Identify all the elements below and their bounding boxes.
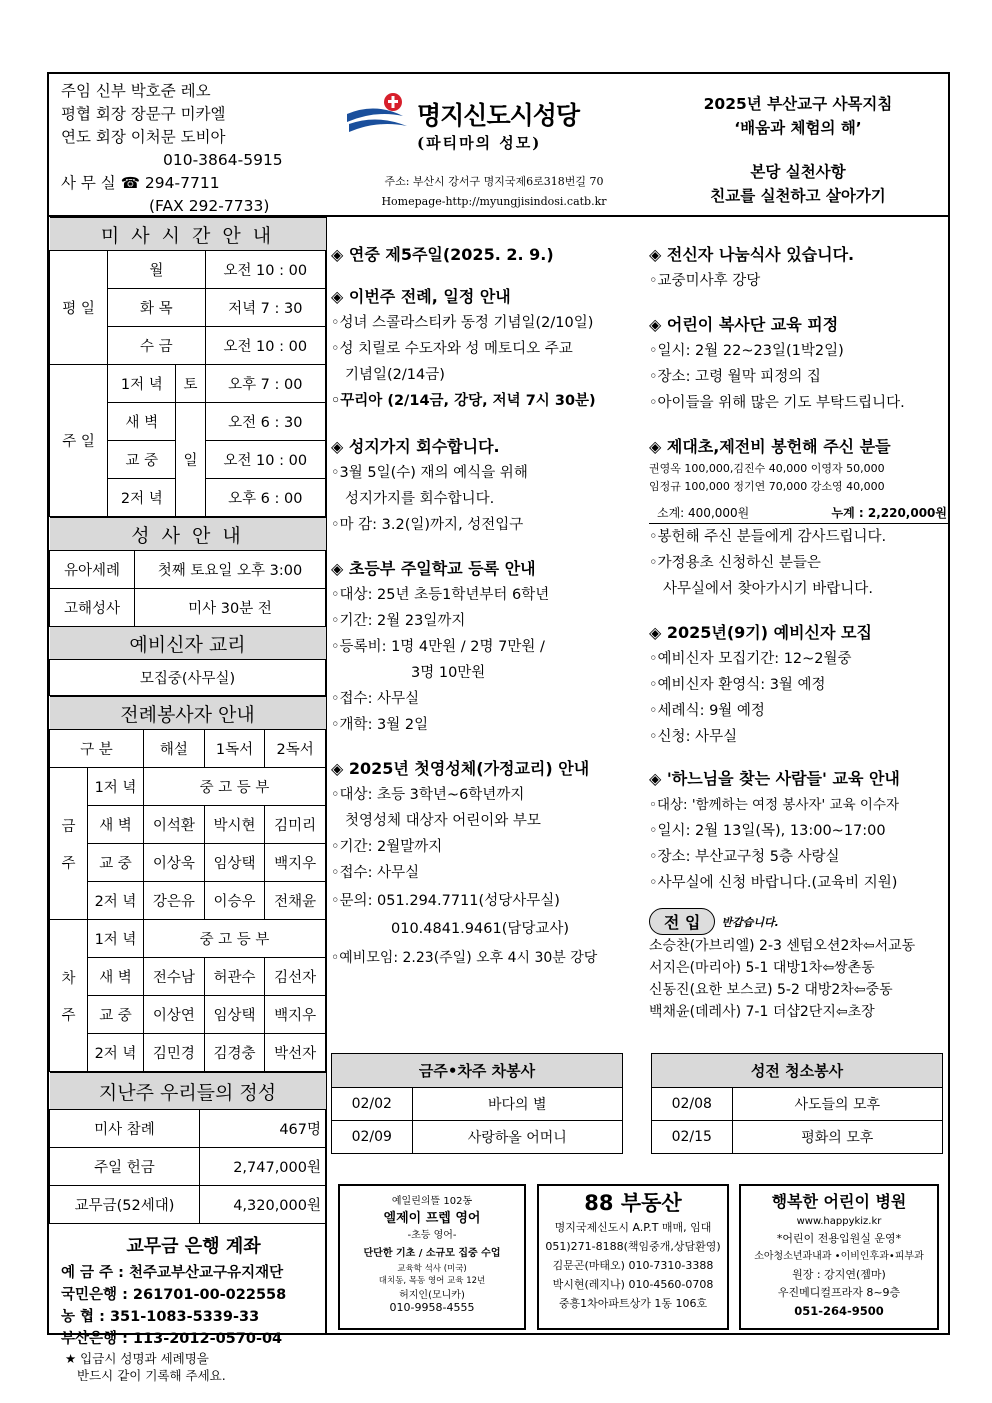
bulletin-frame <box>47 72 950 1383</box>
staff-info <box>61 80 283 218</box>
mass-title: 미 사 시 간 안 내 <box>50 218 326 251</box>
server-name: 임상택 <box>204 996 265 1034</box>
mass-day: 월 <box>108 251 205 289</box>
notice-line: ◦장소: 부산교구청 5층 사랑실 <box>649 849 840 865</box>
move-in-badge: 전 입 <box>649 908 715 935</box>
sacrament-table <box>49 517 326 696</box>
ad-line: 명지국제신도시 A.P.T 매매, 임대 <box>554 1221 712 1234</box>
mass-name: 교 중 <box>88 996 144 1034</box>
notice-line: 010.4841.9461(담당교사) <box>391 921 570 937</box>
donation-total: 누계 : 2,220,000원 <box>831 506 947 520</box>
notice-line: ◦개학: 3월 2일 <box>331 717 429 733</box>
sunday-school-title: ◈ 초등부 주일학교 등록 안내 <box>331 559 536 578</box>
notice-line: ◦성 치릴로 수도자와 성 메토디오 주교 <box>331 341 573 357</box>
ad-line: *어린이 전용입원실 운영* <box>776 1232 902 1245</box>
middle-column <box>331 224 643 974</box>
union-phone: 010-3864-5915 <box>163 151 283 169</box>
palm-title: ◈ 성지가지 회수합니다. <box>331 437 500 456</box>
church-emblem-icon <box>345 88 411 140</box>
col-header: 구 분 <box>50 730 144 768</box>
ad-line: 박시현(레지나) 010-4560-0708 <box>552 1278 714 1291</box>
mass-time: 오전 10 : 00 <box>205 441 325 479</box>
bank-note: 반드시 같이 기록해 주세요. <box>77 1368 226 1383</box>
ad-line: 88 부동산 <box>584 1191 682 1215</box>
service-date: 02/15 <box>652 1120 732 1153</box>
server-name: 백지우 <box>265 996 326 1034</box>
diocese-title: 2025년 부산교구 사목지침 <box>703 95 893 113</box>
service-date: 02/02 <box>332 1087 412 1120</box>
ad-real-estate <box>537 1184 729 1330</box>
move-in-item: 백채윤(데레사) 7-1 더샵2단지⇦초장 <box>649 1004 875 1020</box>
mass-name: 새 벽 <box>108 403 176 441</box>
offering-table <box>49 1072 326 1224</box>
mass-name: 1저 녁 <box>88 920 144 958</box>
mass-time: 오전 10 : 00 <box>205 327 325 365</box>
saturday-label: 토 <box>176 365 205 403</box>
mass-schedule-table <box>49 217 326 517</box>
mass-time: 오전 10 : 00 <box>205 251 325 289</box>
ad-line: www.happykiz.kr <box>796 1216 882 1227</box>
office-fax: (FAX 292-7733) <box>149 197 270 215</box>
mass-name: 1저 녁 <box>108 365 176 403</box>
notice-line: ◦문의: 051.294.7711(성당사무실) <box>331 893 560 909</box>
weekday-label: 평 일 <box>50 251 108 365</box>
notice-line: ◦성녀 스콜라스티카 동정 기념일(2/10일) <box>331 315 594 331</box>
communion-title: ◈ 2025년 첫영성체(가정교리) 안내 <box>331 759 590 778</box>
bank-account: 농 협 : 351-1083-5339-33 <box>61 1309 260 1325</box>
ad-line: 행복한 어린이 병원 <box>771 1192 907 1211</box>
service-group: 사도들의 모후 <box>732 1087 942 1120</box>
mass-day: 화 목 <box>108 289 205 327</box>
offering-label: 주일 헌금 <box>50 1148 200 1186</box>
server-name: 이석환 <box>144 806 205 844</box>
schedule-title: ◈ 이번주 전례, 일정 안내 <box>331 287 511 306</box>
catechumen-title: 예비신자 교리 <box>50 627 326 660</box>
move-in-item: 소승찬(가브리엘) 2-3 센텀오션2차⇦서교동 <box>649 938 916 954</box>
header <box>49 74 948 217</box>
practice-title: 본당 실천사항 <box>750 163 846 181</box>
address: 주소: 부산시 강서구 명지국제6로318번길 70 <box>384 175 604 188</box>
bank-account: 부산은행 : 113-2012-0570-04 <box>61 1331 283 1347</box>
catechumen-recruit-title: ◈ 2025년(9기) 예비신자 모집 <box>649 623 872 642</box>
server-name: 강은유 <box>144 882 205 920</box>
sunday-label: 주 일 <box>50 365 108 517</box>
altar-server-title: ◈ 어린이 복사단 교육 피정 <box>649 315 839 334</box>
notice-line: ◦접수: 사무실 <box>331 865 420 881</box>
council-president: 평협 회장 장문구 미카엘 <box>61 105 226 123</box>
notice-line: ◦기간: 2월 23일까지 <box>331 613 466 629</box>
bank-title: 교무금 은행 계좌 <box>126 1236 261 1257</box>
server-name: 전수남 <box>144 958 205 996</box>
office-phone: 사 무 실 ☎ 294-7711 <box>61 174 220 192</box>
ad-line: 010-9958-4555 <box>389 1301 475 1314</box>
server-name: 박선자 <box>265 1034 326 1072</box>
mass-name: 2저 녁 <box>88 1034 144 1072</box>
mass-name: 교 중 <box>88 844 144 882</box>
confession-label: 고해성사 <box>50 589 135 627</box>
move-in-item: 서지은(마리아) 5-1 대방1차⇦쌍촌동 <box>649 960 875 976</box>
ad-line: 051)271-8188(책임중개,상담환영) <box>545 1240 721 1253</box>
mass-name: 새 벽 <box>88 958 144 996</box>
cleaning-title: 성전 청소봉사 <box>652 1054 942 1087</box>
ad-line: 예일린의뜰 102동 <box>391 1196 473 1207</box>
notice-line: ◦사무실에 신청 바랍니다.(교육비 지원) <box>649 875 898 891</box>
pastoral-guideline <box>653 92 943 208</box>
notice-line: ◦가정용초 신청하신 분들은 <box>649 555 821 571</box>
church-logo <box>345 88 635 152</box>
notice-line: ◦예비모임: 2.23(주일) 오후 4시 30분 강당 <box>331 950 598 966</box>
notice-line: ◦기간: 2월말까지 <box>331 839 443 855</box>
notice-line: ◦꾸리아 (2/14금, 강당, 저녁 7시 30분) <box>331 393 596 409</box>
donation-title: ◈ 제대초,제전비 봉헌해 주신 분들 <box>649 437 891 456</box>
server-name: 김민경 <box>144 1034 205 1072</box>
notice-line: ◦대상: '함께하는 여정 봉사자' 교육 이수자 <box>649 797 900 813</box>
notice-line: ◦봉헌해 주신 분들에게 감사드립니다. <box>649 529 887 545</box>
notice-line: ◦대상: 초등 3학년~6학년까지 <box>331 787 525 803</box>
notice-line: 3명 10만원 <box>411 665 486 681</box>
service-group: 평화의 모후 <box>732 1120 942 1153</box>
ad-line: 대치동, 목동 영어 교육 12년 <box>378 1276 486 1286</box>
catechumen-text: 모집중(사무실) <box>50 660 326 696</box>
notice-line: ◦대상: 25년 초등1학년부터 6학년 <box>331 587 550 603</box>
server-name: 허관수 <box>204 958 265 996</box>
service-group: 사랑하올 어머니 <box>412 1120 622 1153</box>
server-name: 이승우 <box>204 882 265 920</box>
ad-line: -초등 영어- <box>407 1230 457 1241</box>
group-name: 중 고 등 부 <box>144 768 326 806</box>
notice-line: ◦교중미사후 강당 <box>649 273 761 289</box>
bank-note: ★ 입금시 성명과 세례명을 <box>65 1351 209 1366</box>
ad-line: 교육학 석사 (미국) <box>397 1264 467 1274</box>
offering-label: 교무금(52세대) <box>50 1186 200 1224</box>
mass-time: 오후 7 : 00 <box>205 365 325 403</box>
mass-name: 2저 녁 <box>108 479 176 517</box>
col-header: 해설 <box>144 730 205 768</box>
server-name: 박시현 <box>204 806 265 844</box>
notice-line: ◦일시: 2월 13일(목), 13:00~17:00 <box>649 823 886 839</box>
server-name: 전채윤 <box>265 882 326 920</box>
bank-account: 국민은행 : 261701-00-022558 <box>61 1287 287 1303</box>
baptism-label: 유아세례 <box>50 551 135 589</box>
server-name: 임상택 <box>204 844 265 882</box>
education-title: ◈ '하느님을 찾는 사람들' 교육 안내 <box>649 769 900 788</box>
server-name: 이상욱 <box>144 844 205 882</box>
cleaning-table <box>651 1053 943 1154</box>
ad-line: 엘제이 프렙 영어 <box>383 1211 481 1226</box>
ad-line: 허지인(모니카) <box>399 1290 465 1301</box>
offering-value: 467명 <box>200 1110 326 1148</box>
donor-list: 권영옥 100,000,김진수 40,000 이영자 50,000 <box>649 462 885 475</box>
offering-title: 지난주 우리들의 정성 <box>50 1073 326 1110</box>
service-date: 02/09 <box>332 1120 412 1153</box>
welcome-text: 반갑습니다. <box>721 915 779 929</box>
ad-children-hospital <box>739 1184 939 1330</box>
offering-label: 미사 참례 <box>50 1110 200 1148</box>
notice-line: ◦세례식: 9월 예정 <box>649 703 765 719</box>
notice-line: ◦접수: 사무실 <box>331 691 420 707</box>
server-name: 김미리 <box>265 806 326 844</box>
ad-line: 중흥1차아파트상가 1동 106호 <box>558 1297 708 1310</box>
col-header: 2독서 <box>265 730 326 768</box>
homepage-link[interactable]: Homepage-http://myungjisindosi.catb.kr <box>381 195 607 208</box>
sacrament-title: 성 사 안 내 <box>50 518 326 551</box>
liturgy-table <box>49 696 326 1072</box>
notice-line: ◦일시: 2월 22~23일(1박2일) <box>649 343 844 359</box>
server-name: 김선자 <box>265 958 326 996</box>
car-service-table <box>331 1053 623 1154</box>
confession-time: 미사 30분 전 <box>135 589 326 627</box>
mass-name: 2저 녁 <box>88 882 144 920</box>
meal-title: ◈ 전신자 나눔식사 있습니다. <box>649 245 855 264</box>
notice-line: ◦예비신자 환영식: 3월 예정 <box>649 677 826 693</box>
right-column <box>649 224 949 1023</box>
notice-line: 사무실에서 찾아가시기 바랍니다. <box>663 581 873 597</box>
donation-subtotal: 소계: 400,000원 <box>657 506 750 520</box>
offering-value: 4,320,000원 <box>200 1186 326 1224</box>
mass-name: 교 중 <box>108 441 176 479</box>
pastor: 주임 신부 박호준 레오 <box>61 82 211 100</box>
mass-time: 오후 6 : 00 <box>205 479 325 517</box>
notice-line: 기념일(2/14금) <box>345 367 445 383</box>
ad-line: 우진메디컬프라자 8~9층 <box>777 1286 901 1299</box>
notice-line: ◦예비신자 모집기간: 12~2월중 <box>649 651 852 667</box>
notice-line: ◦신청: 사무실 <box>649 729 738 745</box>
mass-name: 1저 녁 <box>88 768 144 806</box>
service-date: 02/08 <box>652 1087 732 1120</box>
ad-line: 단단한 기초 / 소규모 집중 수업 <box>363 1248 501 1259</box>
notice-line: ◦장소: 고령 월막 피정의 집 <box>649 369 821 385</box>
notice-line: ◦아이들을 위해 많은 기도 부탁드립니다. <box>649 395 905 411</box>
mass-time: 저녁 7 : 30 <box>205 289 325 327</box>
liturgy-title: 전례봉사자 안내 <box>50 697 326 730</box>
bank-info <box>49 1224 326 1384</box>
notice-line: 성지가지를 회수합니다. <box>345 491 495 507</box>
bank-account-holder: 예 금 주 : 천주교부산교구유지재단 <box>61 1265 284 1281</box>
ad-line: 소아청소년과내과 •이비인후과•피부과 <box>754 1251 924 1262</box>
car-service-title: 금주•차주 차봉사 <box>332 1054 622 1087</box>
move-in-item: 신동진(요한 보스코) 5-2 대방2차⇦중동 <box>649 982 893 998</box>
church-name: 명지신도시성당 <box>417 101 580 130</box>
server-name: 이상연 <box>144 996 205 1034</box>
notice-line: ◦3월 5일(수) 재의 예식을 위해 <box>331 465 528 481</box>
ad-line: 051-264-9500 <box>794 1304 884 1318</box>
notice-line: 첫영성체 대상자 어린이와 부모 <box>345 813 541 829</box>
mass-time: 오전 6 : 30 <box>205 403 325 441</box>
mass-name: 새 벽 <box>88 806 144 844</box>
donor-list: 임정규 100,000 정기연 70,000 강소영 40,000 <box>649 480 885 493</box>
group-name: 중 고 등 부 <box>144 920 326 958</box>
next-week-label: 차 주 <box>50 920 88 1072</box>
sunday-title: ◈ 연중 제5주일(2025. 2. 9.) <box>331 245 554 264</box>
notice-line: ◦등록비: 1명 4만원 / 2명 7만원 / <box>331 639 545 655</box>
left-column <box>49 217 326 1384</box>
diocese-motto: ‘배움과 체험의 해’ <box>734 119 862 137</box>
mass-day: 수 금 <box>108 327 205 365</box>
practice-motto: 친교를 실천하고 살아가기 <box>710 187 886 205</box>
col-header: 1독서 <box>204 730 265 768</box>
ad-line: 김문곤(마태오) 010-7310-3388 <box>552 1259 714 1272</box>
union-president: 연도 회장 이처문 도비아 <box>61 128 226 146</box>
baptism-time: 첫째 토요일 오후 3:00 <box>135 551 326 589</box>
notice-line: ◦마 감: 3.2(일)까지, 성전입구 <box>331 517 524 533</box>
server-name: 김경충 <box>204 1034 265 1072</box>
ad-english-academy <box>338 1184 526 1330</box>
sunday-day-label: 일 <box>176 403 205 517</box>
this-week-label: 금 주 <box>50 768 88 920</box>
church-subtitle: (파티마의 성모) <box>417 134 542 152</box>
offering-value: 2,747,000원 <box>200 1148 326 1186</box>
address-block <box>349 172 639 212</box>
ad-line: 원장 : 강지연(젬마) <box>792 1268 886 1281</box>
service-group: 바다의 별 <box>412 1087 622 1120</box>
server-name: 백지우 <box>265 844 326 882</box>
